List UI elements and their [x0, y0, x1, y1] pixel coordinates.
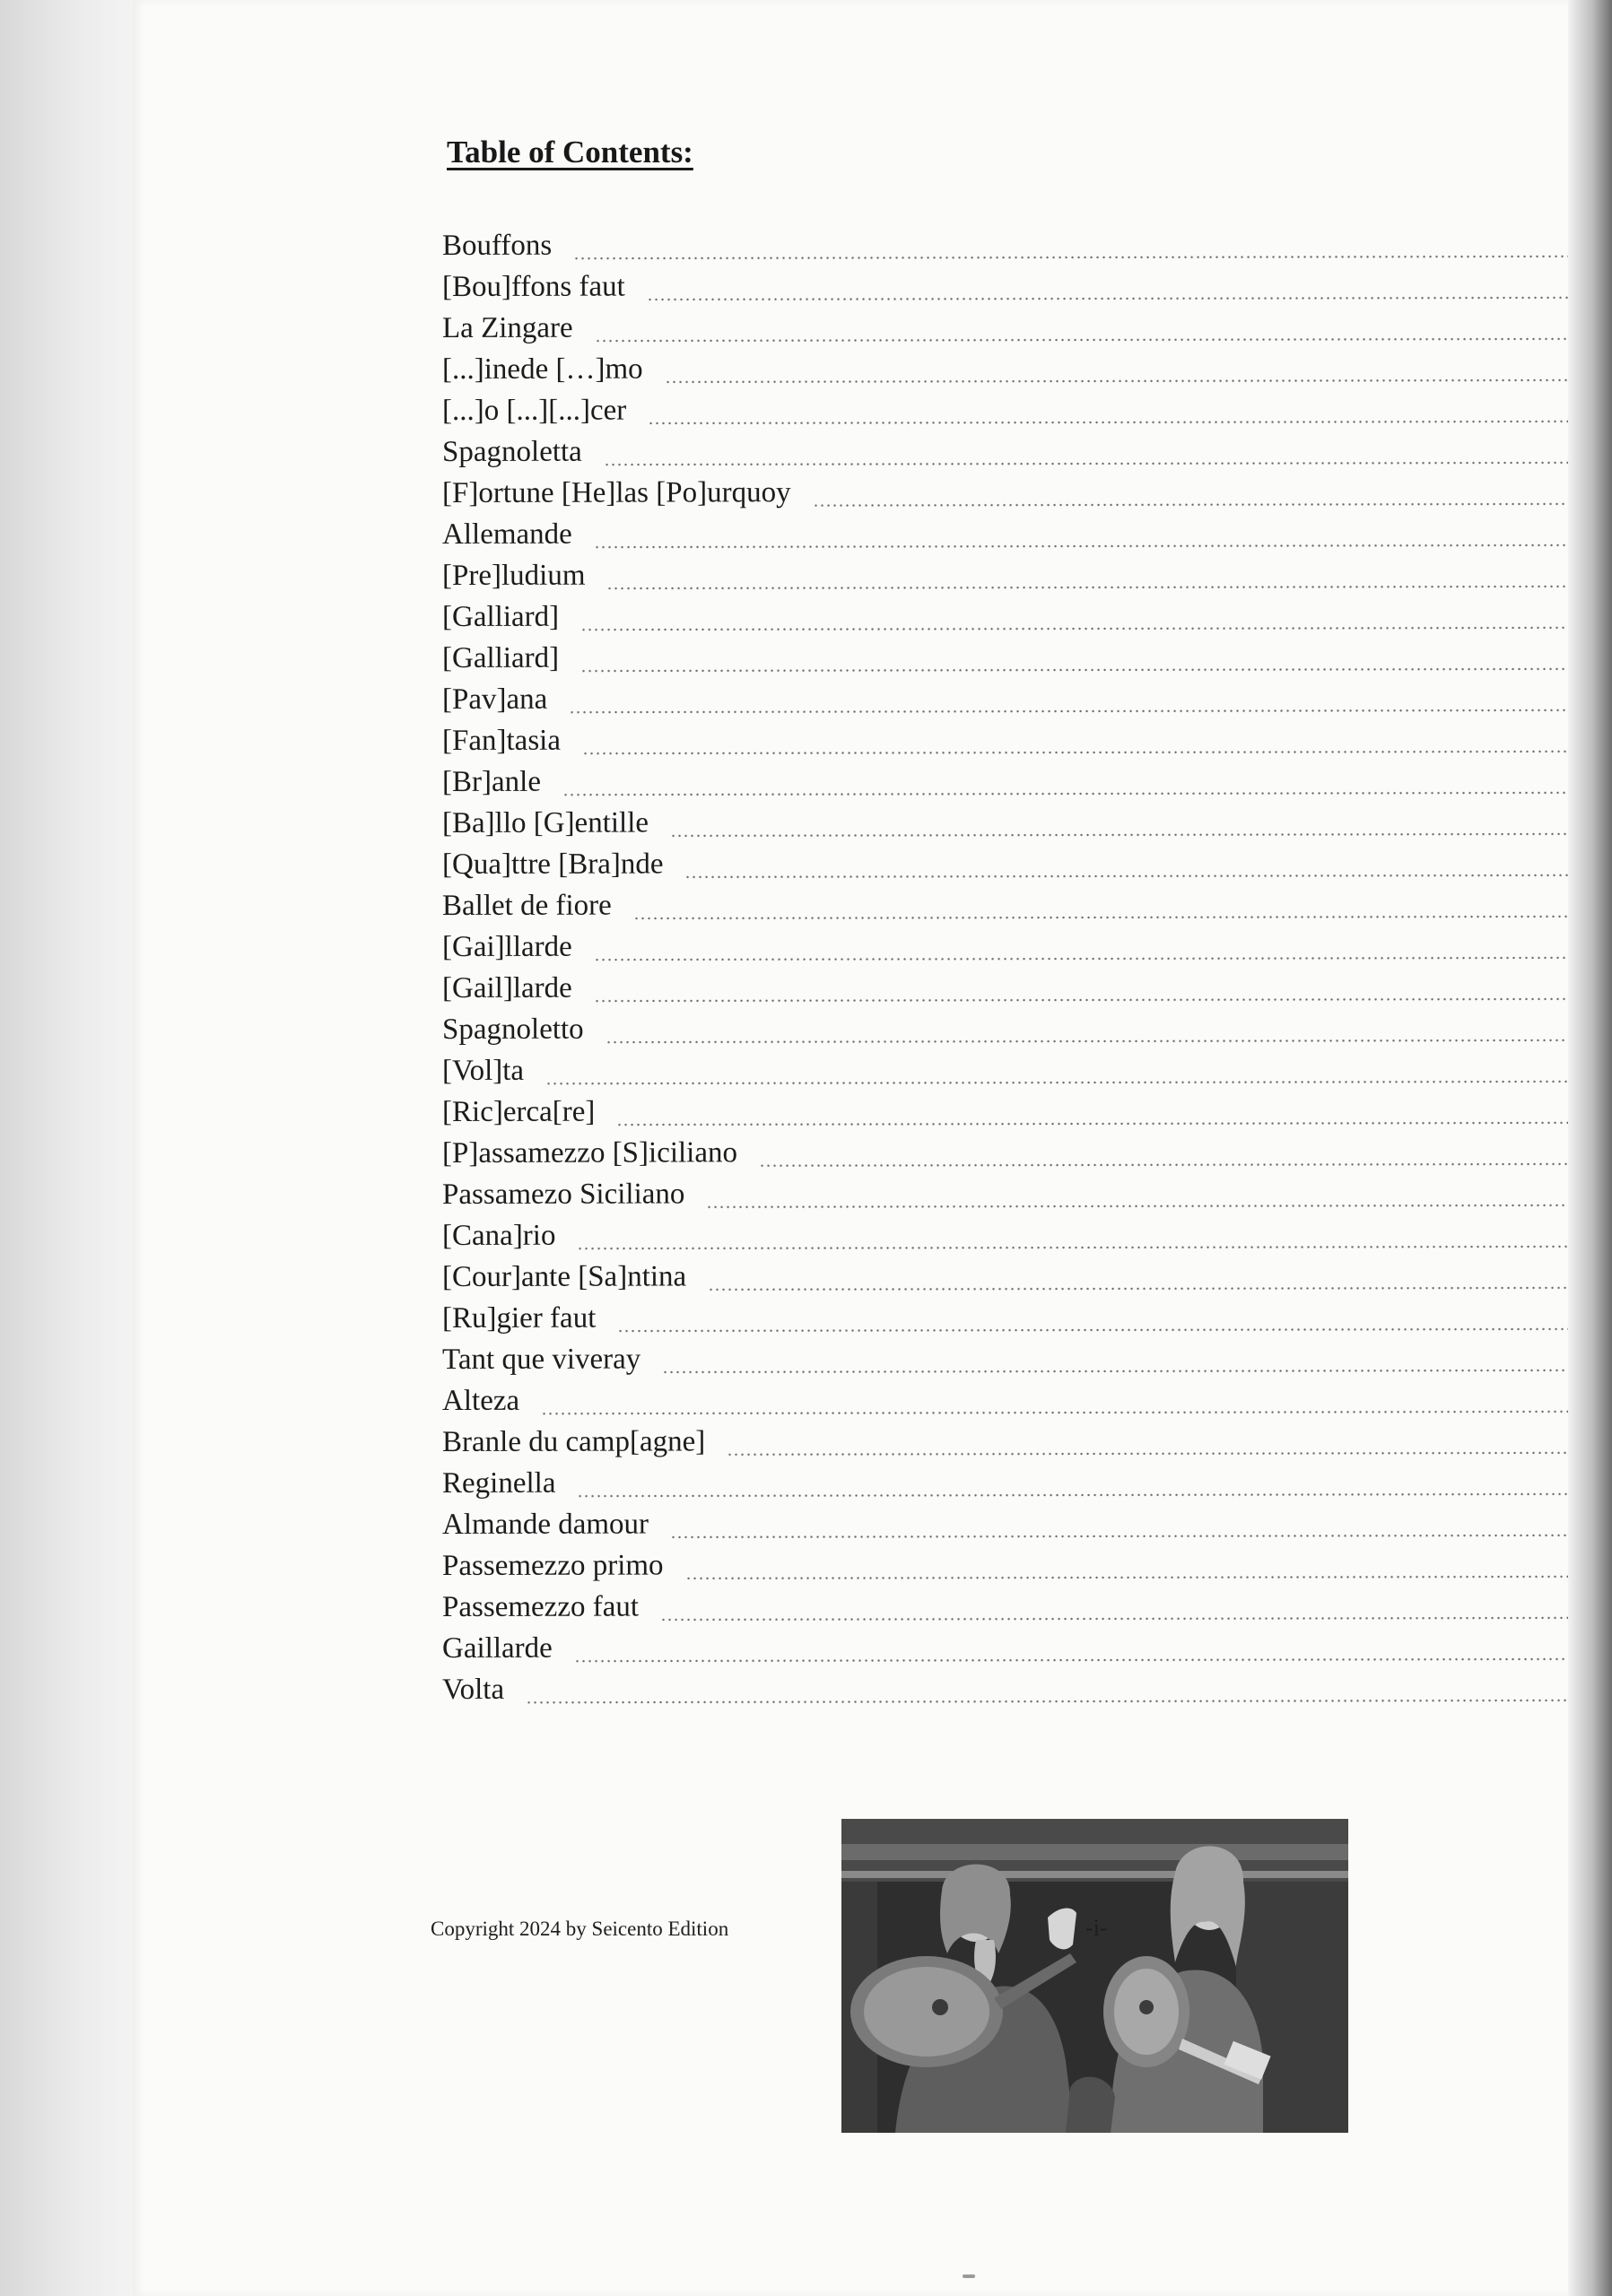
dot-leader — [685, 1575, 1612, 1579]
toc-entry-title: [...]o [...][...]cer — [441, 394, 627, 427]
toc-entry-title: Allemande — [441, 517, 572, 551]
dot-leader — [595, 337, 1612, 343]
toc-entry — [442, 1375, 1612, 1419]
dot-leader — [633, 915, 1612, 919]
toc-entry — [442, 797, 1612, 841]
dot-leader — [594, 956, 1612, 961]
toc-entry — [442, 1416, 1612, 1460]
toc-entry-title: Reginella — [441, 1466, 556, 1500]
scan-right-edge — [1568, 0, 1612, 2296]
toc-entry-title: [Qua]ttre [Bra]nde — [441, 848, 664, 881]
toc-entry-title: [P]assamezzo [S]iciliano — [441, 1136, 738, 1170]
toc-entry — [442, 385, 1612, 429]
toc-entry — [442, 921, 1612, 965]
toc-entry-title: [...]inede […]mo — [441, 352, 643, 386]
dot-leader — [562, 791, 1612, 796]
toc-entry — [442, 1127, 1612, 1171]
toc-entry-title: [F]ortune [He]las [Po]urquoy — [441, 476, 791, 509]
toc-entry-title: Volta — [441, 1673, 505, 1706]
toc-entry-title: [Galliard] — [441, 641, 560, 674]
dot-leader — [706, 1204, 1612, 1208]
toc-entry-title: [Gai]llarde — [441, 930, 572, 963]
dot-leader — [582, 750, 1612, 755]
dot-leader — [607, 585, 1612, 590]
dot-leader — [648, 420, 1612, 424]
toc-entry — [442, 344, 1612, 387]
toc-entry-title: Ballet de fiore — [441, 889, 612, 922]
toc-entry-title: [Galliard] — [441, 600, 560, 633]
toc-entry-title: Spagnoletta — [441, 435, 582, 468]
dot-leader — [617, 1327, 1612, 1333]
toc-entry-title: [Cana]rio — [441, 1219, 556, 1252]
dot-leader — [594, 997, 1612, 1003]
toc-entry — [442, 632, 1612, 676]
dot-leader — [606, 1039, 1612, 1044]
dot-leader — [616, 1121, 1612, 1126]
toc-entry-title: Branle du camp[agne] — [441, 1425, 706, 1458]
toc-entry-title: Spagnoletto — [441, 1013, 584, 1046]
toc-entry — [442, 1622, 1612, 1666]
toc-entry — [442, 1251, 1612, 1295]
dot-leader — [813, 502, 1612, 507]
toc-entry-title: Passamezo Siciliano — [441, 1178, 685, 1211]
toc-entry — [442, 261, 1612, 305]
toc-entry — [442, 839, 1612, 883]
toc-entry-title: [Br]anle — [441, 765, 541, 798]
toc-entry — [442, 1045, 1612, 1089]
toc-entry — [442, 880, 1612, 924]
toc-entry — [442, 962, 1612, 1006]
toc-entry — [442, 1086, 1612, 1130]
toc-entry — [442, 509, 1612, 552]
document-page — [133, 0, 1568, 2296]
toc-entry — [442, 467, 1612, 511]
toc-entry-title: Passemezzo faut — [441, 1590, 640, 1623]
toc-entry — [442, 1169, 1612, 1213]
toc-heading: Table of Contents: — [447, 135, 693, 170]
toc-entry — [442, 302, 1612, 346]
toc-entry-title: Tant que viveray — [441, 1343, 641, 1376]
toc-entry-title: Bouffons — [441, 229, 553, 262]
dot-leader — [577, 1245, 1612, 1250]
dot-leader — [580, 626, 1612, 631]
page-number: -i- — [1085, 1915, 1108, 1941]
toc-entry — [442, 1457, 1612, 1501]
dot-leader — [574, 1657, 1612, 1663]
toc-entry — [442, 591, 1612, 635]
toc-entry-title: Almande damour — [441, 1508, 649, 1541]
toc-entry-title: [Ric]erca[re] — [441, 1095, 596, 1128]
toc-entry — [442, 220, 1612, 264]
dot-leader — [759, 1162, 1612, 1167]
toc-entry — [442, 1581, 1612, 1625]
dot-leader — [526, 1699, 1612, 1704]
dot-leader — [578, 1492, 1612, 1498]
two-lute-players-illustration — [841, 1819, 1348, 2133]
dot-leader — [708, 1286, 1612, 1291]
dot-leader — [670, 1534, 1612, 1538]
toc-entry — [442, 1540, 1612, 1584]
dot-leader — [573, 255, 1612, 260]
toc-entry-title: La Zingare — [441, 311, 573, 344]
toc-entry-title: [Pre]ludium — [441, 559, 586, 592]
copyright-notice: Copyright 2024 by Seicento Edition — [431, 1918, 729, 1940]
dot-leader — [665, 378, 1612, 383]
toc-entry-title: [Fan]tasia — [441, 724, 561, 757]
toc-entry — [442, 1499, 1612, 1543]
toc-entry — [442, 756, 1612, 800]
dot-leader — [580, 667, 1612, 673]
toc-entry-title: [Bou]ffons faut — [441, 270, 625, 303]
toc-entry — [442, 1210, 1612, 1254]
dot-leader — [727, 1451, 1612, 1456]
dot-leader — [604, 461, 1612, 466]
dot-leader — [545, 1080, 1612, 1085]
table-of-contents — [442, 222, 1612, 1708]
dot-leader — [541, 1410, 1612, 1415]
dot-leader — [684, 874, 1612, 878]
toc-entry-title: Alteza — [441, 1384, 520, 1417]
dot-leader — [662, 1369, 1612, 1373]
toc-entry — [442, 550, 1612, 594]
toc-entry — [442, 1664, 1612, 1708]
scan-speck — [963, 2274, 975, 2278]
scan-left-margin — [0, 0, 133, 2296]
toc-entry — [442, 426, 1612, 470]
toc-entry — [442, 715, 1612, 759]
dot-leader — [569, 709, 1612, 714]
toc-entry-title: [Vol]ta — [441, 1054, 525, 1087]
toc-entry-title: [Gail]larde — [441, 971, 572, 1004]
toc-entry-title: [Cour]ante [Sa]ntina — [441, 1260, 687, 1293]
dot-leader — [660, 1616, 1612, 1621]
toc-entry-title: Passemezzo primo — [441, 1549, 664, 1582]
toc-entry-title: [Ba]llo [G]entille — [441, 806, 649, 839]
toc-entry — [442, 1004, 1612, 1048]
toc-entry-title: [Pav]ana — [441, 683, 548, 716]
toc-entry — [442, 1292, 1612, 1336]
toc-entry — [442, 674, 1612, 718]
dot-leader — [670, 832, 1612, 837]
toc-entry-title: [Ru]gier faut — [441, 1301, 597, 1335]
dot-leader — [647, 296, 1612, 300]
dot-leader — [594, 544, 1612, 549]
toc-entry — [442, 1334, 1612, 1378]
toc-entry-title: Gaillarde — [441, 1631, 553, 1665]
